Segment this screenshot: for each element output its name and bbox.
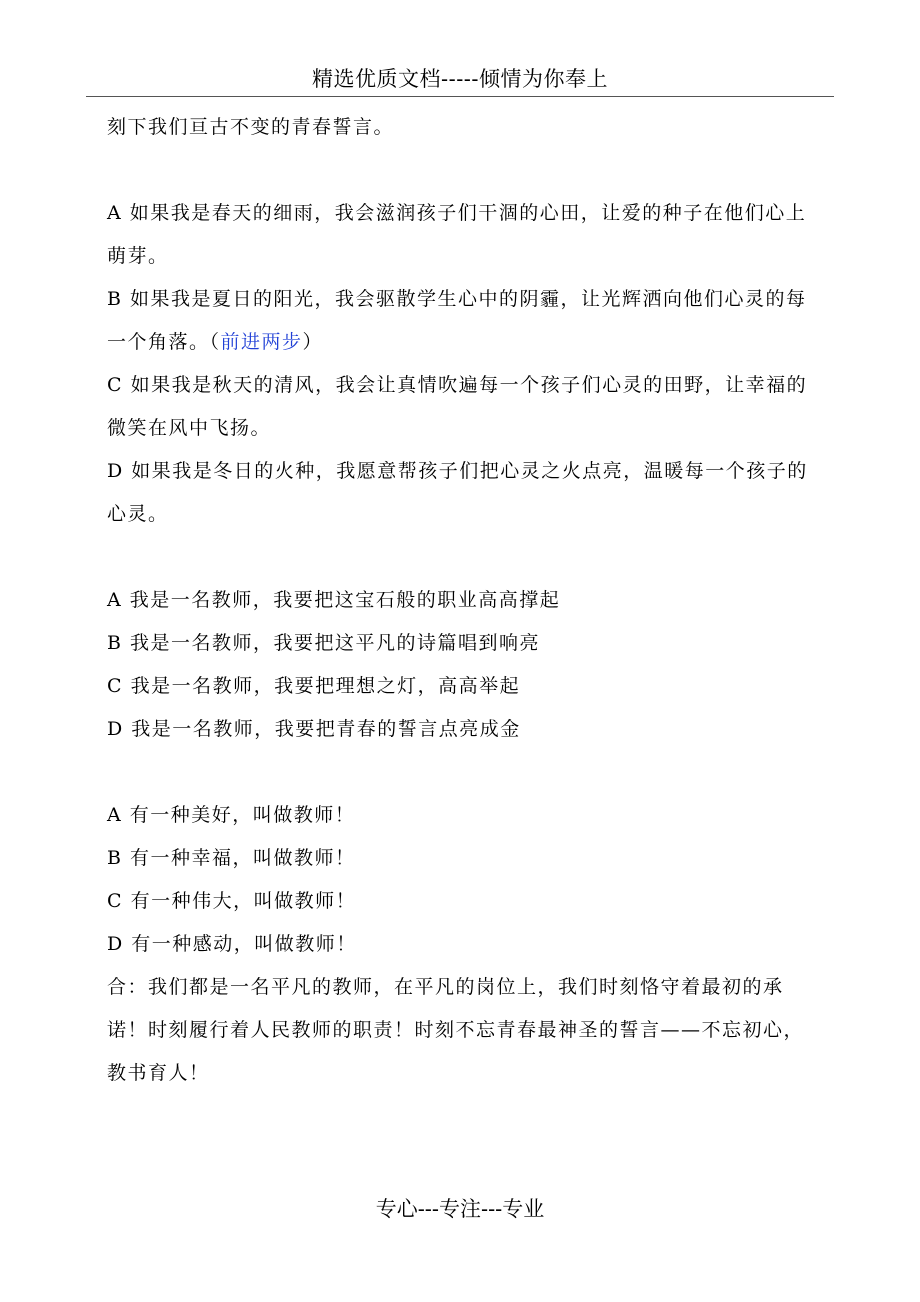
stanza2-a: A 我是一名教师，我要把这宝石般的职业高高撑起 (107, 589, 561, 611)
blank-line (107, 536, 837, 579)
stanza1-c-line2: 微笑在风中飞扬。 (107, 417, 272, 439)
stanza1-d-line2: 心灵。 (107, 503, 169, 525)
stanza3-a: A 有一种美好，叫做教师！ (107, 804, 356, 826)
stanza3-b: B 有一种幸福，叫做教师！ (107, 847, 356, 869)
header-divider (86, 96, 834, 97)
stage-direction-close: ） (302, 331, 324, 353)
stanza3-c: C 有一种伟大，叫做教师！ (107, 890, 357, 912)
page-footer: 专心---专注---专业 (375, 1197, 545, 1221)
document-body (107, 106, 837, 1095)
stanza1-b-line1: B 如果我是夏日的阳光，我会驱散学生心中的阴霾，让光辉洒向他们心灵的每 (107, 288, 807, 310)
stanza2-d: D 我是一名教师，我要把青春的誓言点亮成金 (107, 718, 521, 740)
stage-direction-note: 前进两步 (220, 331, 303, 353)
stanza1-b-line2 (107, 321, 837, 364)
stanza1-c-line1: C 如果我是秋天的清风，我会让真情吹遍每一个孩子们心灵的田野，让幸福的 (107, 374, 808, 396)
stanza1-a-line1: A 如果我是春天的细雨，我会滋润孩子们干涸的心田，让爱的种子在他们心上 (107, 202, 807, 224)
together-line2: 诺！时刻履行着人民教师的职责！时刻不忘青春最神圣的誓言——不忘初心， (107, 1019, 805, 1041)
page-header: 精选优质文档-----倾情为你奉上 (312, 67, 608, 91)
stanza1-a-line2: 萌芽。 (107, 245, 169, 267)
stanza1-b-line2-text: 一个角落。（ (107, 331, 221, 353)
blank-line (107, 751, 837, 794)
intro-line: 刻下我们亘古不变的青春誓言。 (107, 116, 395, 138)
blank-line (107, 149, 837, 192)
together-line3: 教书育人！ (107, 1062, 210, 1084)
stanza2-b: B 我是一名教师，我要把这平凡的诗篇唱到响亮 (107, 632, 541, 654)
stanza2-c: C 我是一名教师，我要把理想之灯，高高举起 (107, 675, 521, 697)
stanza1-d-line1: D 如果我是冬日的火种，我愿意帮孩子们把心灵之火点亮，温暖每一个孩子的 (107, 460, 808, 482)
together-line1: 合：我们都是一名平凡的教师，在平凡的岗位上，我们时刻恪守着最初的承 (107, 976, 784, 998)
stanza3-d: D 有一种感动，叫做教师！ (107, 933, 357, 955)
